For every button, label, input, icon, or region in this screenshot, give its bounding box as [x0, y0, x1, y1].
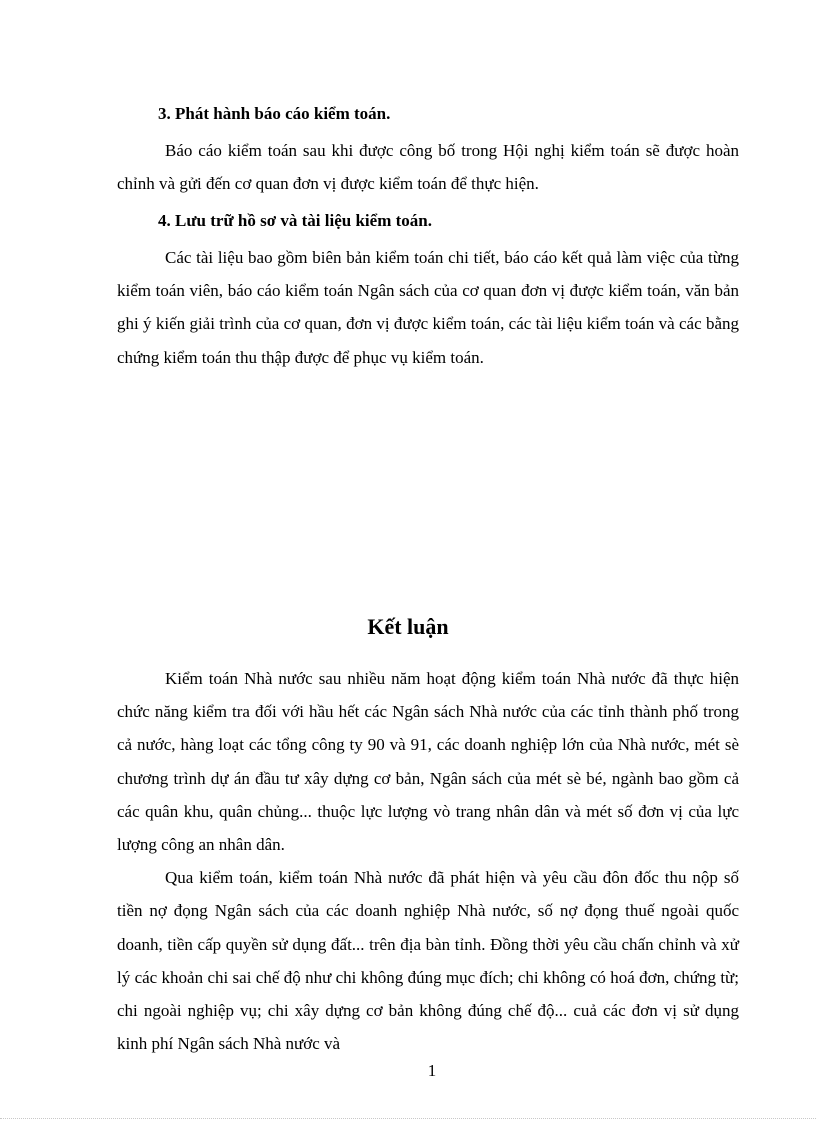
section-3-paragraph: Báo cáo kiểm toán sau khi được công bố trong Hội nghị kiểm toán sẽ được hoàn chỉnh và gửi đến cơ quan đơn vị được kiểm toán để thực hiện. — [117, 141, 739, 194]
conclusion-body — [117, 662, 739, 1060]
section-4-paragraph: Các tài liệu bao gồm biên bản kiểm toán chi tiết, báo cáo kết quả làm việc của từng kiểm toán viên, báo cáo kiểm toán Ngân sách của cơ quan đơn vị được kiểm toán, văn bản ghi ý kiến giải trình của cơ quan, đơn vị được kiểm toán, các tài liệu kiểm toán và các bằng chứng kiểm toán thu thập được để phục vụ kiểm toán. — [117, 248, 739, 367]
section-4-body — [117, 241, 739, 374]
conclusion-paragraph-1: Kiểm toán Nhà nước sau nhiều năm hoạt động kiểm toán Nhà nước đã thực hiện chức năng kiểm tra đối với hầu hết các Ngân sách Nhà nước của các tỉnh thành phố trong cả nước, hàng loạt các tổng công ty 90 và 91, các doanh nghiệp lớn của Nhà nước, mét sè chương trình dự án đầu tư xây dựng cơ bản, Ngân sách của mét sè bé, ngành bao gồm cả các quân khu, quân chủng... thuộc lực lượng vò trang nhân dân và mét số đơn vị của lực lượng công an nhân dân. — [117, 669, 739, 855]
conclusion-paragraph-2: Qua kiểm toán, kiểm toán Nhà nước đã phát hiện và yêu cầu đôn đốc thu nộp số tiền nợ đọng Ngân sách của các doanh nghiệp Nhà nước, số nợ đọng thuế ngoài quốc doanh, tiền cấp quyền sử dụng đất... trên địa bàn tỉnh. Đồng thời yêu cầu chấn chỉnh và xử lý các khoản chi sai chế độ như chi không đúng mục đích; chi không có hoá đơn, chứng từ; chi ngoài nghiệp vụ; chi xây dựng cơ bản không đúng chế độ... cuả các đơn vị sử dụng kinh phí Ngân sách Nhà nước và — [117, 868, 739, 1054]
section-4-heading: 4. Lưu trữ hồ sơ và tài liệu kiểm toán. — [158, 211, 432, 230]
section-3-body — [117, 134, 739, 200]
conclusion-title: Kết luận — [367, 614, 449, 639]
section-3-heading: 3. Phát hành báo cáo kiểm toán. — [158, 104, 391, 123]
page-bottom-rule — [0, 1118, 816, 1119]
page-number: 1 — [427, 1061, 437, 1080]
